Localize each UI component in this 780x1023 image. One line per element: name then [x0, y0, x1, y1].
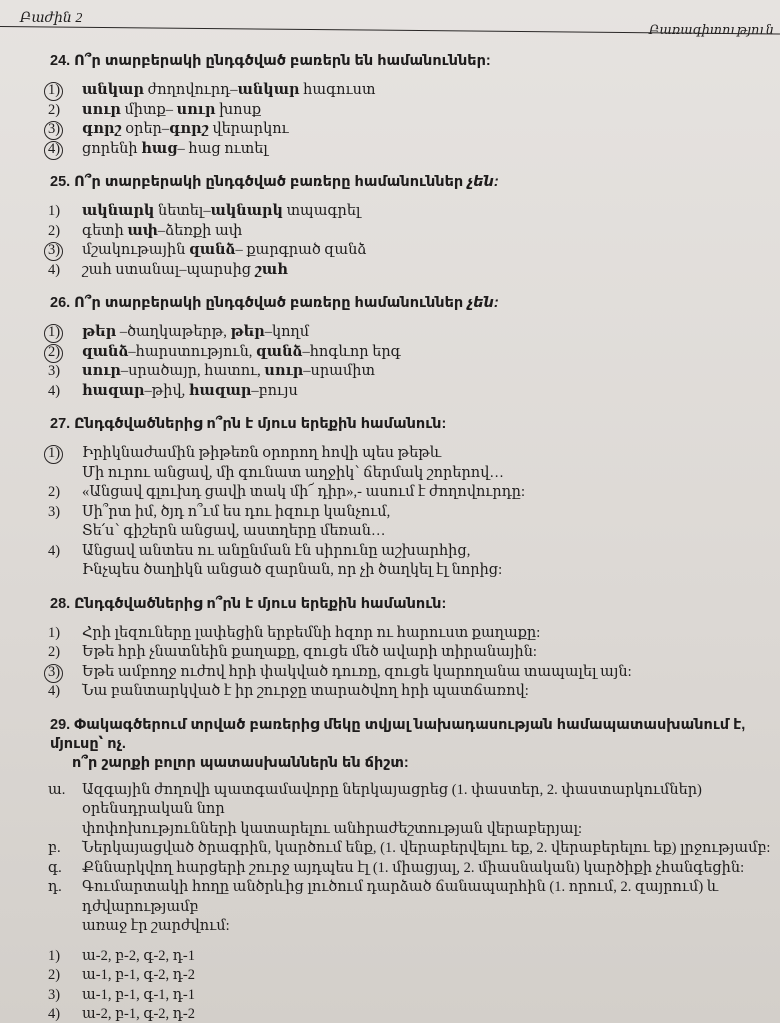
option-number: 1) — [48, 323, 70, 343]
option-word: սուր — [176, 101, 216, 118]
option-word: զանձ — [189, 242, 236, 258]
option-number: 2) — [48, 967, 61, 983]
option-text: – քարգրած զանձ — [235, 242, 367, 258]
option-number: 3) — [48, 663, 70, 683]
option-number: 3) — [48, 986, 61, 1003]
option-text: շահ ստանալ–պարսից — [82, 261, 255, 278]
option-word: հազար — [188, 382, 252, 399]
option-text: –հոգևոր երգ — [302, 343, 401, 360]
option-text: խոսք — [215, 101, 262, 118]
option-text: մշակութային — [82, 242, 190, 258]
option-text: Հրի լեզուները լափեցին երբեմնի հզոր ու հարուստ քաղաքը: — [82, 624, 541, 641]
sub-item-letter: բ. — [48, 840, 61, 856]
option-number: 2) — [48, 484, 61, 500]
sub-item — [30, 781, 776, 840]
option — [30, 682, 776, 702]
option-text: –բույս — [251, 382, 298, 399]
option — [30, 101, 776, 121]
option-number: 1) — [48, 203, 61, 219]
question-title — [50, 716, 776, 773]
option-word: գորշ — [82, 121, 122, 137]
question-title-text: 25. Ո՞ր տարբերակի ընդգծված բառերը համանուններ — [50, 174, 468, 190]
option-word: շահ — [254, 261, 288, 278]
answer-option — [30, 966, 776, 986]
option — [30, 624, 776, 644]
option-number: 1) — [48, 81, 70, 101]
option-number: 3) — [48, 120, 70, 140]
option-word: սուր — [82, 363, 121, 379]
option-text: Սի՞րտ իմ, ծյդ ո՞ւմ ես դու իզուր կանչում, — [82, 503, 391, 520]
question-26 — [30, 294, 776, 401]
sub-item-letter: գ. — [48, 859, 62, 876]
option-text: Իրիկնաժամին թիթեռն օրորող հովի պես թեթև — [82, 445, 442, 461]
option-number: 1) — [48, 444, 70, 464]
option-number: 4) — [48, 140, 70, 160]
option-word: հազար — [82, 382, 145, 399]
option-text: օրեր– — [121, 121, 170, 137]
option — [30, 222, 776, 242]
option — [30, 382, 776, 402]
sub-item — [30, 839, 776, 859]
option-number: 2) — [48, 222, 61, 239]
option — [30, 362, 776, 382]
section-label: Բաժին 2 — [20, 11, 83, 26]
option — [30, 343, 776, 363]
option-text: Անցավ անտես ու անընման էն սիրունը աշխարհից, — [82, 542, 471, 559]
option-text: –թիվ, — [144, 382, 189, 399]
option-word: գորշ — [169, 121, 209, 137]
option — [30, 202, 776, 222]
answer-option — [30, 1005, 776, 1023]
option-word: թեր — [230, 324, 265, 340]
option-word: զանձ — [256, 343, 303, 360]
option-text: «Անցավ գլուխդ ցավի տակ մի՜ դիր»,- ասում է ժողովուրդը: — [82, 484, 526, 500]
option-text: –սրածայր, հատու, — [120, 363, 265, 379]
sub-item — [30, 859, 776, 879]
option-number: 3) — [48, 241, 70, 261]
option-number: 2) — [48, 343, 70, 363]
option-number: 4) — [48, 382, 61, 399]
option — [30, 663, 776, 683]
option-word: ակնարկ — [82, 203, 155, 219]
question-negation: չեն: — [467, 295, 499, 311]
option-text: ժողովուրդ– — [143, 82, 238, 98]
option-number: 4) — [48, 683, 61, 699]
option-number: 2) — [48, 644, 61, 660]
sub-item-text: Ներկայացված ծրագրին, կարծում ենք, (1. վերաբերվելու եք, 2. վերաբերելու եք) լրջությամբ: — [82, 840, 771, 856]
option-number: 1) — [48, 947, 61, 964]
sub-item-text: առաջ էր շարժվում: — [82, 918, 230, 934]
option-word: զանձ — [82, 343, 129, 360]
option-number: 3) — [48, 363, 61, 379]
option-text: նետել– — [154, 203, 211, 219]
option-number: 3) — [48, 503, 61, 520]
question-title: 27. Ընդգծվածներից ո՞րն է մյուս երեքին համանուն: — [50, 416, 447, 432]
chapter-label: Բառագիտություն — [648, 22, 774, 37]
option — [30, 483, 776, 503]
option-text: –սրամիտ — [303, 363, 375, 379]
option-text: –հարստություն, — [128, 343, 257, 360]
answer-option — [30, 986, 776, 1006]
option-text: ցորենի — [82, 140, 142, 157]
option — [30, 241, 776, 261]
option-number: 2) — [48, 101, 61, 118]
answer-option — [30, 947, 776, 967]
option — [30, 643, 776, 663]
option-word: անկար — [237, 82, 300, 98]
option-word: թեր — [82, 324, 117, 340]
option-number: 1) — [48, 624, 61, 641]
option-text: –կողմ — [264, 324, 310, 340]
sub-item-letter: դ. — [48, 879, 62, 895]
question-29 — [30, 716, 776, 1023]
option — [30, 140, 776, 160]
option-word: ակնարկ — [210, 203, 283, 219]
option-text: Եթե հրի չնատնեին քաղաքը, զուցե մեծ ավարի տիրանային: — [82, 644, 537, 660]
option-text: – հաց ուտել — [177, 140, 268, 157]
option-text: հագուստ — [299, 82, 376, 98]
option — [30, 323, 776, 343]
option-text: միտք– — [120, 101, 177, 118]
option-text: ա-1, բ-1, գ-1, դ-1 — [82, 986, 195, 1003]
question-title: 24. Ո՞ր տարբերակի ընդգծված բառերն են համանուններ: — [50, 53, 491, 69]
option-text: Տե՛ս՝ գիշերն անցավ, աստղերը մեռան… — [82, 523, 386, 539]
questions — [30, 52, 776, 1023]
question-negation: չեն: — [467, 174, 499, 190]
sub-item-text: Քննարկվող հարցերի շուրջ այդպես էլ (1. միացյալ, 2. միասնական) կարծիքի չհանգեցին: — [82, 859, 745, 876]
sub-item-letter: ա. — [48, 781, 66, 798]
question-title-text: 26. Ո՞ր տարբերակի ընդգծված բառերը համանուններ — [50, 295, 468, 311]
option-number: 4) — [48, 261, 61, 278]
option-text: վերարկու — [208, 121, 289, 137]
question-title: 28. Ընդգծվածներից ո՞րն է մյուս երեքին համանուն: — [50, 595, 447, 612]
question-title-line: 29. Փակագծերում տրված բառերից մեկը տվյալ նախադասության համապատասխանում է, մյուսը՝ ոչ. — [50, 716, 746, 752]
question-title — [50, 173, 776, 192]
question-28 — [30, 595, 776, 702]
question-title-line: ո՞ր շարքի բոլոր պատասխաններն են ճիշտ: — [72, 754, 409, 771]
option-text: Նա բանտարկված է իր շուրջը տարածվող հրի պատճառով: — [82, 683, 529, 699]
sub-item-text: Գումարտակի հողը անծրևից լուծում դարձած ճանապարհին (1. որում, 2. զայրում) և դժվարությամբ — [82, 879, 719, 915]
option — [30, 542, 776, 581]
sub-item — [30, 878, 776, 937]
option-text: Ինչպես ծաղիկն անցած զարնան, որ չի ծաղկել էլ նորից: — [82, 562, 503, 578]
option-text: –ձեռքի ափ — [157, 222, 243, 239]
sub-item-text: Ազգային ժողովի պատգամավորը ներկայացրեց (1. փաստեր, 2. փաստարկումներ) օրենսդրական նոր — [82, 781, 702, 817]
question-24 — [30, 52, 776, 159]
option-word: սուր — [264, 363, 304, 379]
option — [30, 120, 776, 140]
option-text: Եթե ամբողջ ուժով հրի փակված դուռը, զուցե կարողանա տապալել այն: — [82, 663, 632, 680]
option-word: սուր — [82, 101, 121, 118]
sub-item-text: փոփոխությունների կատարելու անհրաժեշտության վերաբերյալ: — [82, 820, 583, 837]
option-word: ափ — [127, 222, 158, 239]
question-25 — [30, 173, 776, 280]
option-number: 4) — [48, 542, 61, 559]
question-title — [50, 294, 776, 313]
option-text: գետի — [82, 222, 128, 239]
option-text: –ծաղկաթերթ, — [116, 324, 231, 340]
option-text: ա-2, բ-2, գ-2, դ-1 — [82, 947, 195, 964]
option-text: տպագրել — [282, 203, 361, 219]
option-number: 4) — [48, 1006, 61, 1022]
option-text: ա-2, բ-1, գ-2, դ-2 — [82, 1006, 195, 1022]
option — [30, 503, 776, 542]
option — [30, 81, 776, 101]
option — [30, 261, 776, 281]
option-word: անկար — [82, 82, 144, 98]
option-text: ա-1, բ-1, գ-2, դ-2 — [82, 967, 195, 983]
option-word: հաց — [141, 140, 178, 157]
option-text: Մի ուրու անցավ, մի գունատ աղջիկ՝ ճերմակ շորերով… — [82, 464, 504, 481]
question-27 — [30, 415, 776, 581]
option — [30, 444, 776, 483]
